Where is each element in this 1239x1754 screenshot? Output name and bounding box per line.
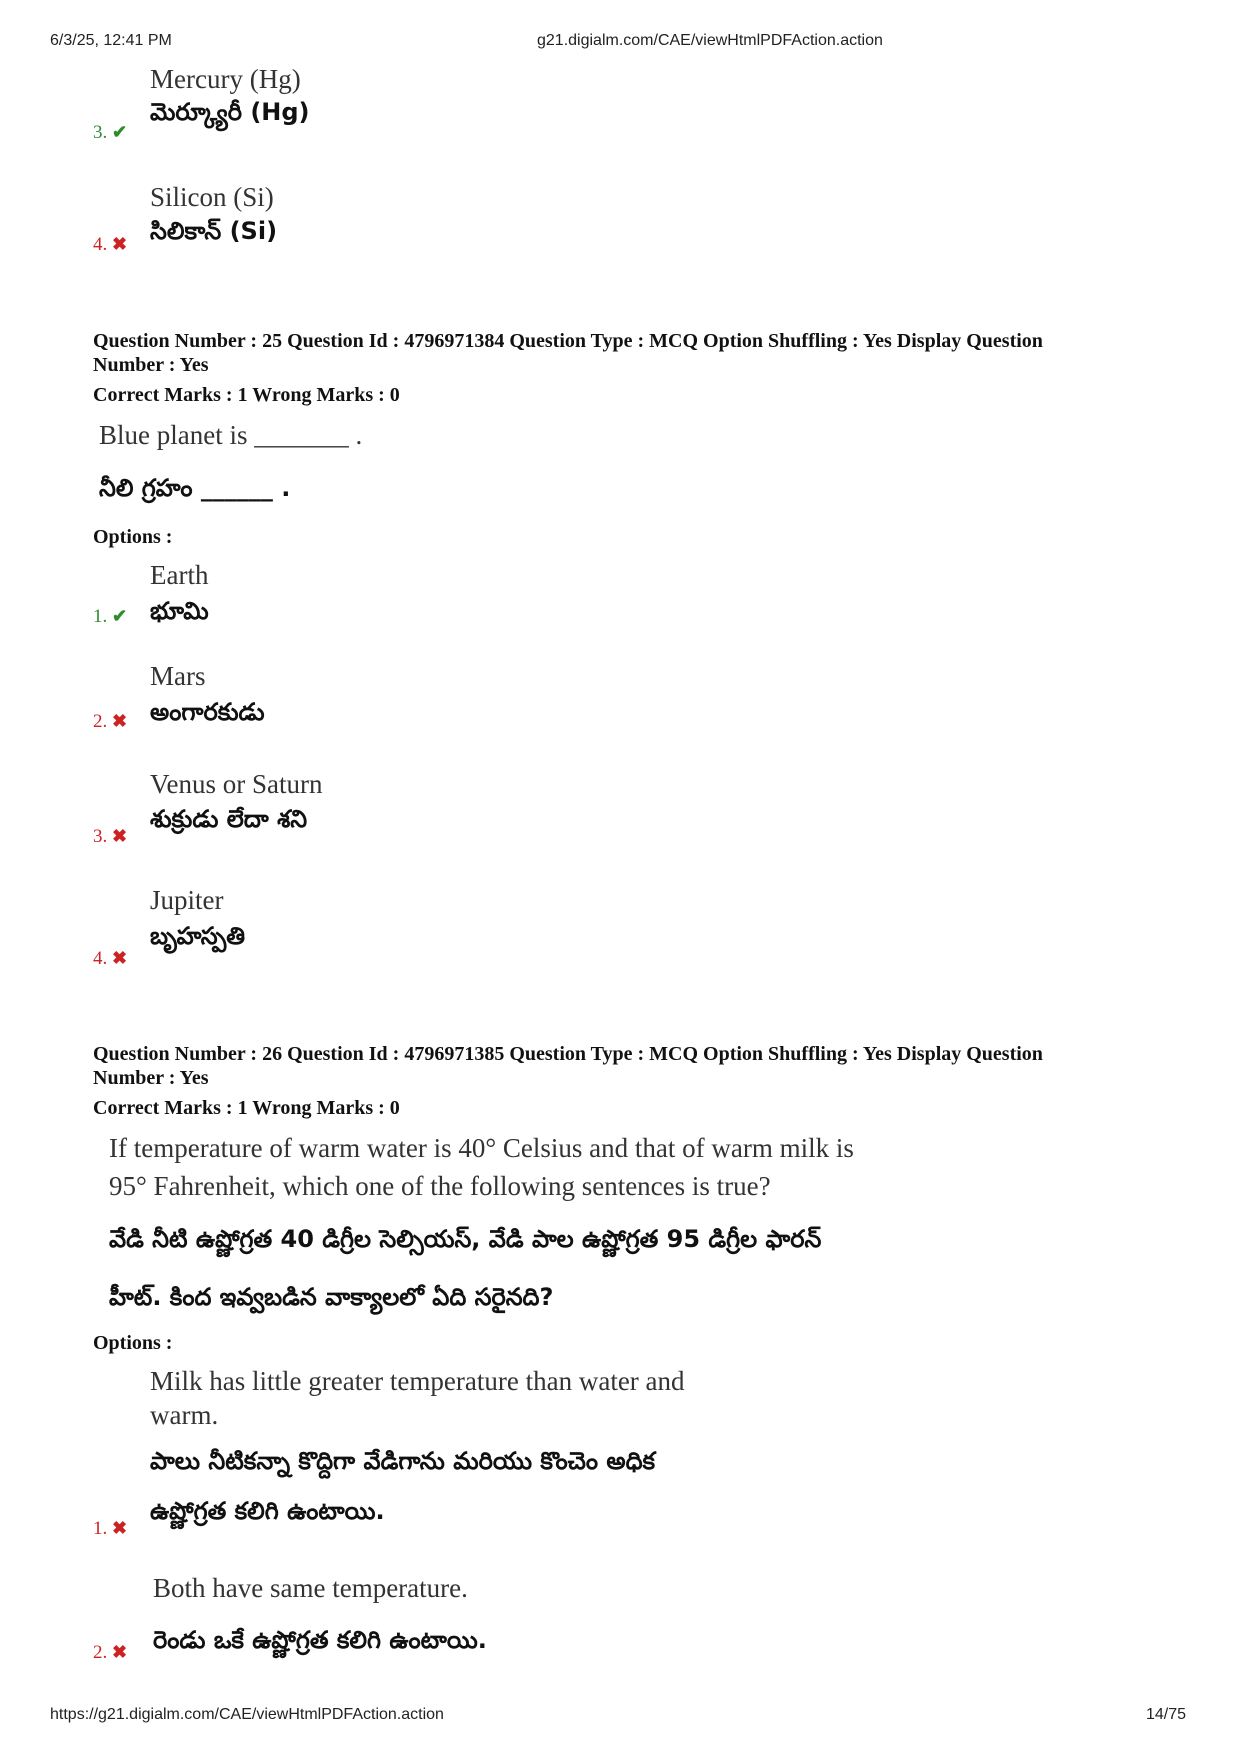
- question-meta: Question Number : 26 Question Id : 4796971385 Question Type : MCQ Option Shuffling : Yes Display Question Number : Yes Correct Marks : 1 Wrong Marks : 0: [93, 1043, 1043, 1119]
- option-number: 1. ✖: [93, 1518, 128, 1539]
- option-text-te: శుక్రుడు లేదా శని: [150, 805, 308, 833]
- option-text-te: అంగారకుడు: [150, 698, 265, 726]
- cross-icon: ✖: [112, 711, 128, 731]
- option-text-en: Mars: [150, 661, 206, 691]
- cross-icon: ✖: [112, 948, 128, 968]
- option-number: 3. ✖: [93, 826, 128, 847]
- print-datetime: 6/3/25, 12:41 PM: [50, 32, 172, 49]
- option-text-en: Milk has little greater temperature than water and warm.: [150, 1366, 685, 1430]
- footer-url: https://g21.digialm.com/CAE/viewHtmlPDFAction.action: [50, 1706, 444, 1723]
- question-text-en: If temperature of warm water is 40° Celsius and that of warm milk is 95° Fahrenheit, which one of the following sentences is true?: [109, 1133, 854, 1201]
- cross-icon: ✖: [112, 1642, 128, 1662]
- option-text-en: Both have same temperature.: [153, 1573, 468, 1603]
- option-text-te: రెండు ఒకే ఉష్ణోగ్రత కలిగి ఉంటాయి.: [153, 1626, 487, 1654]
- question-text-te: హీట్. కింద ఇవ్వబడిన వాక్యాలలో ఏది సరైనది?: [109, 1283, 554, 1311]
- cross-icon: ✖: [112, 234, 128, 254]
- option-number: 4. ✖: [93, 948, 128, 969]
- option-number: 1. ✔: [93, 606, 128, 627]
- option-number: 3. ✔: [93, 122, 128, 143]
- question-meta: Question Number : 25 Question Id : 4796971384 Question Type : MCQ Option Shuffling : Yes Display Question Number : Yes Correct Marks : 1 Wrong Marks : 0: [93, 330, 1043, 406]
- check-icon: ✔: [112, 606, 128, 626]
- option-number: 2. ✖: [93, 711, 128, 732]
- check-icon: ✔: [112, 122, 128, 142]
- option-number: 2. ✖: [93, 1642, 128, 1663]
- question-text-te: నీలి గ్రహం ______ .: [99, 474, 291, 502]
- options-label: Options :: [93, 1332, 173, 1354]
- option-text-te: పాలు నీటికన్నా కొద్దిగా వేడిగాను మరియు కొంచెం అధిక: [150, 1447, 656, 1475]
- option-text-te: భూమి: [150, 597, 209, 625]
- option-text-en: Venus or Saturn: [150, 769, 323, 799]
- option-text-en: Silicon (Si): [150, 182, 274, 212]
- option-text-en: Earth: [150, 560, 209, 590]
- page-number: 14/75: [1146, 1706, 1187, 1723]
- option-text-te: సిలికాన్ (Si): [150, 217, 278, 245]
- option-number: 4. ✖: [93, 234, 128, 255]
- cross-icon: ✖: [112, 826, 128, 846]
- options-label: Options :: [93, 526, 173, 548]
- option-text-te: ఉష్ణోగ్రత కలిగి ఉంటాయి.: [150, 1497, 385, 1525]
- option-text-te: బృహస్పతి: [150, 922, 246, 950]
- option-text-en: Mercury (Hg): [150, 64, 301, 94]
- question-text-te: వేడి నీటి ఉష్ణోగ్రత 40 డిగ్రీల సెల్సియస్, వేడి పాల ఉష్ణోగ్రత 95 డిగ్రీల ఫారన్: [109, 1225, 822, 1253]
- question-text-en: Blue planet is _______ .: [99, 420, 363, 450]
- option-text-te: మెర్క్యూరీ (Hg): [150, 98, 310, 126]
- print-url: g21.digialm.com/CAE/viewHtmlPDFAction.action: [537, 32, 883, 49]
- option-text-en: Jupiter: [150, 885, 224, 915]
- cross-icon: ✖: [112, 1518, 128, 1538]
